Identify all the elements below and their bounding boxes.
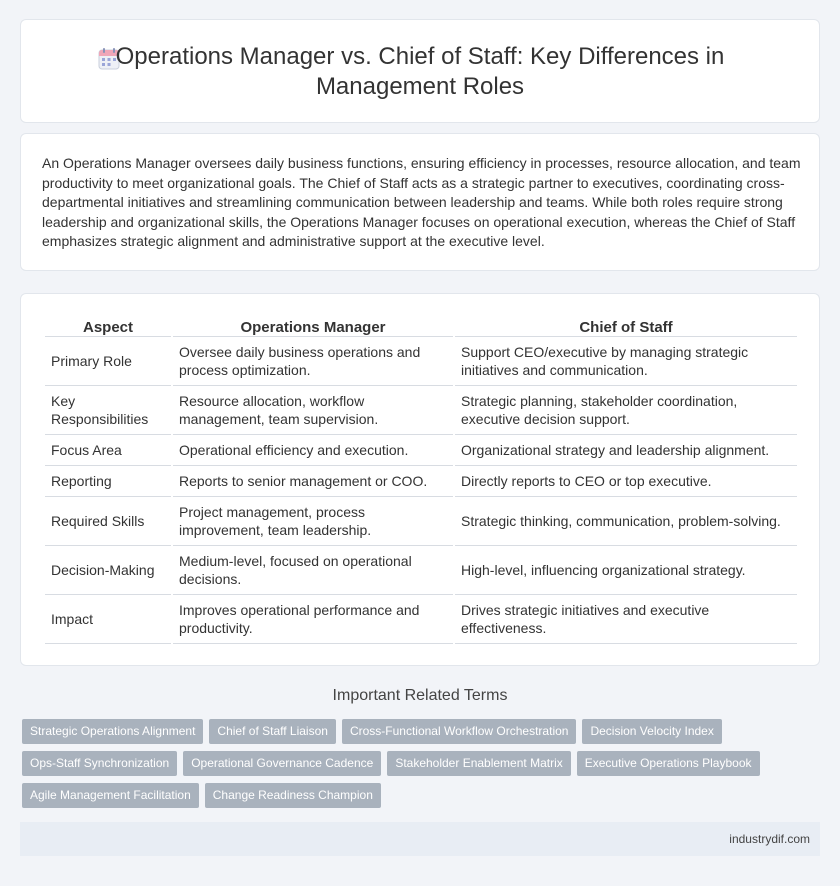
cell-operations-manager: Operational efficiency and execution.: [173, 435, 453, 466]
cell-chief-of-staff: Strategic planning, stakeholder coordination, executive decision support.: [455, 386, 797, 435]
cell-chief-of-staff: Drives strategic initiatives and executive effectiveness.: [455, 595, 797, 644]
header-chief-of-staff: Chief of Staff: [455, 314, 797, 337]
page-title-line1: Operations Manager vs. Chief of Staff: Key Differences in: [115, 43, 725, 70]
intro-card: [20, 133, 820, 271]
footer-site-link[interactable]: industrydif.com: [729, 832, 810, 846]
related-terms-title: Important Related Terms: [332, 687, 508, 704]
related-term-tag[interactable]: Operational Governance Cadence: [183, 751, 381, 776]
cell-operations-manager: Project management, process improvement, team leadership.: [173, 497, 453, 546]
cell-aspect: Required Skills: [45, 497, 171, 546]
cell-operations-manager: Reports to senior management or COO.: [173, 466, 453, 497]
related-term-tag[interactable]: Decision Velocity Index: [582, 719, 721, 744]
cell-chief-of-staff: Directly reports to CEO or top executive.: [455, 466, 797, 497]
related-term-tag[interactable]: Stakeholder Enablement Matrix: [387, 751, 570, 776]
related-term-tag[interactable]: Executive Operations Playbook: [577, 751, 760, 776]
cell-aspect: Primary Role: [45, 337, 171, 386]
table-row: [45, 337, 797, 386]
header-aspect: Aspect: [45, 314, 171, 337]
cell-aspect: Reporting: [45, 466, 171, 497]
related-term-tag[interactable]: Ops-Staff Synchronization: [22, 751, 177, 776]
cell-operations-manager: Oversee daily business operations and process optimization.: [173, 337, 453, 386]
cell-chief-of-staff: High-level, influencing organizational strategy.: [455, 546, 797, 595]
related-terms-tags: [22, 719, 802, 815]
footer: [20, 822, 820, 856]
header-card: [20, 19, 820, 123]
related-term-tag[interactable]: Agile Management Facilitation: [22, 783, 199, 808]
cell-chief-of-staff: Support CEO/executive by managing strategic initiatives and communication.: [455, 337, 797, 386]
cell-chief-of-staff: Strategic thinking, communication, problem-solving.: [455, 497, 797, 546]
cell-aspect: Decision-Making: [45, 546, 171, 595]
table-row: [45, 546, 797, 595]
comparison-card: [20, 293, 820, 666]
header-operations-manager: Operations Manager: [173, 314, 453, 337]
table-row: [45, 497, 797, 546]
related-term-tag[interactable]: Strategic Operations Alignment: [22, 719, 203, 744]
cell-aspect: Impact: [45, 595, 171, 644]
cell-operations-manager: Medium-level, focused on operational decisions.: [173, 546, 453, 595]
table-row: [45, 595, 797, 644]
table-row: [45, 466, 797, 497]
cell-aspect: Focus Area: [45, 435, 171, 466]
table-row: [45, 435, 797, 466]
cell-operations-manager: Resource allocation, workflow management, team supervision.: [173, 386, 453, 435]
cell-operations-manager: Improves operational performance and productivity.: [173, 595, 453, 644]
related-term-tag[interactable]: Chief of Staff Liaison: [209, 719, 336, 744]
comparison-table: [43, 314, 799, 644]
related-term-tag[interactable]: Cross-Functional Workflow Orchestration: [342, 719, 577, 744]
intro-paragraph: An Operations Manager oversees daily business functions, ensuring efficiency in processes, resource allocation, and team productivity to meet organizational goals. The Chief of Staff acts as a strategic partner to executives, coordinating cross-departmental initiatives and streamlining communication between leadership and teams. While both roles require strong leadership and organizational skills, the Operations Manager focuses on operational execution, whereas the Chief of Staff emphasizes strategic alignment and administrative support at the executive level.: [42, 155, 801, 249]
cell-chief-of-staff: Organizational strategy and leadership alignment.: [455, 435, 797, 466]
related-term-tag[interactable]: Change Readiness Champion: [205, 783, 381, 808]
table-header-row: [45, 314, 797, 337]
page-title-line2: Management Roles: [315, 73, 525, 100]
cell-aspect: Key Responsibilities: [45, 386, 171, 435]
table-row: [45, 386, 797, 435]
page-title: [21, 42, 819, 102]
